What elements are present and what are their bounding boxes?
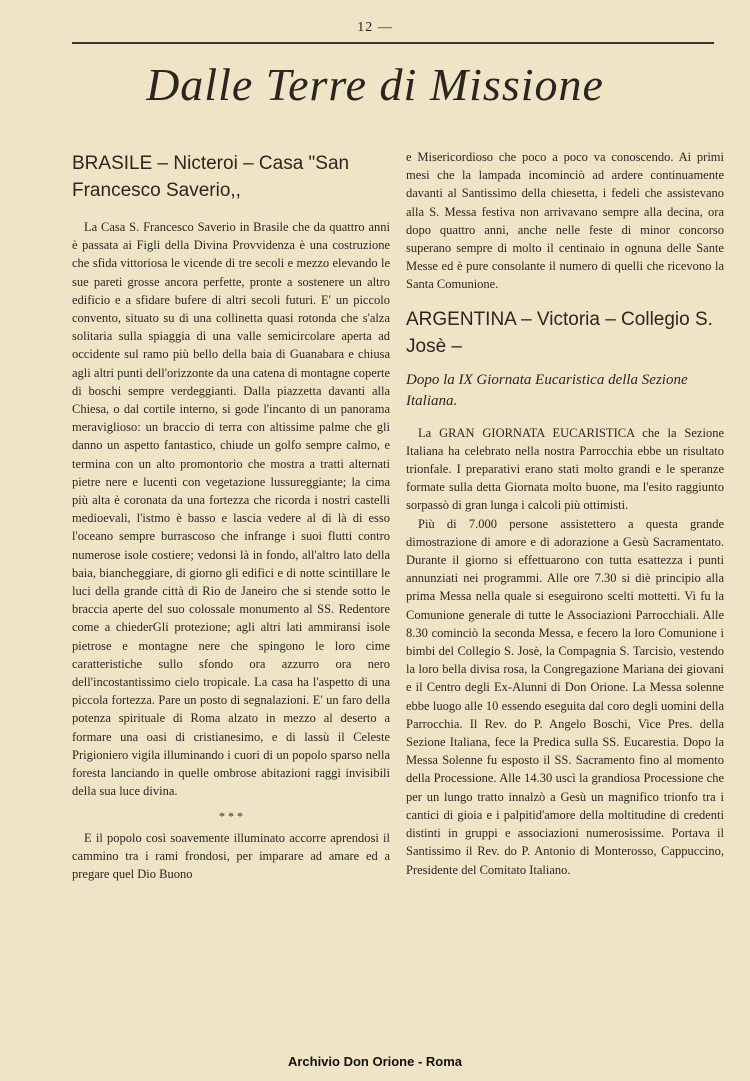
argentina-heading: ARGENTINA – Victoria – Collegio S. Josè – <box>406 308 713 357</box>
page-number: 12 — <box>357 20 393 35</box>
section-stars: * * * <box>219 808 243 823</box>
brasile-paragraph-continued: e Misericordioso che poco a poco va conoscendo. Ai primi mesi che la lampada incominciò ad ardere continuamente davanti al Santissimo della chiesetta, i fedeli che assistevano alla S. Messa festiva non arrivavano sempre alla decina, ora dopo quattro anni, anche nelle feste di minor concorso superano sempre di molto il centinaio in ognuna delle Sante Messe ed è pure consolante il numero di quelli che ricevono la Santa Comunione. <box>406 150 724 292</box>
argentina-paragraph-1: La GRAN GIORNATA EUCARISTICA che la Sezione Italiana ha celebrato nella nostra Parrocchia ebbe un risultato trionfale. I preparativi erano stati molto grandi e le speranze formate sulla detta Giornata molto buone, ma l'esito raggiunto sorpassò di gran lunga i calcoli più ottimisti. <box>406 425 724 513</box>
header-rule <box>72 42 714 44</box>
left-column <box>72 150 390 883</box>
brasile-paragraph-2: E il popolo così soavemente illuminato accorre aprendosi il cammino tra i rami frondosi, per imparare ad amare ed a pregare quel Dio Buono <box>72 830 390 881</box>
page-title: Dalle Terre di Missione <box>146 59 604 110</box>
brasile-paragraph-1: La Casa S. Francesco Saverio in Brasile che da quattro anni è passata ai Figli della Divina Provvidenza è una costruzione che sfida vittoriosa le vicende di tre secoli e mezzo elevando le sue pareti grosse ancora perfette, pronte a sostenere un altro edificio e a sfidare bufere di altri secoli futuri. E' un piccolo convento, situato su di una collinetta quasi rotonda che s'alza solitaria sulla spiaggia di una valle semicircolare aperta ad occidente sul ramo più bello della baia di Guanabara e chiusa agli altri punti dell'orizzonte da una catena di montagne coperte di boschi sempre verdeggianti. Dalla piazzetta davanti alla Chiesa, o dal cortile interno, si gode l'incanto di un panorama meraviglioso: un braccio di terra con altissime palme che gli danno un aspetto fantastico, chiude un golfo sempre calmo, e termina con un alto promontorio che mostra a tratti alternati pietre nere e lucenti con vegetazione lussureggiante; la cima più alta è coronata da una fortezza che ricorda i nostri castelli medioevali, l'istmo è basso e lascia vedere al di là di esso l'oceano sempre burrascoso che infrange i suoi flutti contro numerose isole costiere; vedonsi là in fondo, all'altro lato della baia, biancheggiare, di giorno gli edifici e di notte scintillare le luci della grande città di Rio de Janeiro che si stende sotto le braccia aperte del suo colossale monumento al SS. Redentore come a chiederGli protezione; agli altri lati ammiransi isole pietrose e montagne nere che spingono le loro cime caratteristiche sullo sfondo ora azzurro ora nero dell'incostantissimo cielo tropicale. La casa ha l'aspetto di una piccola fortezza. Pare un posto di segnalazioni. E' un faro della potenza spirituale di Roma alzato in mezzo al deserto a formare una oasi di cristianesimo, e di lassù il Celeste Prigioniero vigila illuminando i cuori di un popolo sparso nella foresta lanciando in quelle ombrose abitazioni raggi invisibili della sua luce divina. <box>72 220 390 799</box>
brasile-heading: BRASILE – Nicteroi – Casa "San Francesco Saverio,, <box>72 153 350 201</box>
argentina-subheading: Dopo la IX Giornata Eucaristica della Sezione Italiana. <box>406 371 688 409</box>
right-column <box>406 148 724 879</box>
archive-footer: Archivio Don Orione - Roma <box>287 1054 463 1069</box>
argentina-paragraph-2: Più di 7.000 persone assistettero a questa grande dimostrazione di amore e di adorazione a Gesù Sacramentato. Durante il giorno si effettuarono con tutta esattezza i punti annunziati nei programmi. Alle ore 7.30 si diè principio alla prima Messa nella quale si eseguirono scelti mottetti. Vi fu la Comunione generale di tutte le Associazioni Parrocchiali. Alle 8.30 cominciò la seconda Messa, e fecero la loro Comunione i bimbi del Collegio S. Josè, la Compagnia S. Tarcisio, vestendo la loro bella divisa rosa, la Congregazione Mariana dei giovani e il Centro degli Ex-Alunni di Don Orione. La Messa solenne ebbe luogo alle 10 essendo eseguita dal coro degli uomini della Parrocchia. Il Rev. do P. Angelo Boschi, Vice Pres. della Sezione Italiana, fece la Predica sulla SS. Eucarestia. Dopo la Messa Solenne fu esposto il SS. Sacramento fino al momento della Processione. Alle 14.30 uscì la grandiosa Processione che per un lungo tratto innalzò a Gesù un magnifico trionfo tra i cantici di gioia e i palpitid'amore della moltitudine di credenti distinti in gruppi e associazioni numerosissime. Portava il Santissimo il Rev. do P. Antonio di Monterosso, Cappuccino, Presidente del Comitato Italiano. <box>406 516 724 877</box>
